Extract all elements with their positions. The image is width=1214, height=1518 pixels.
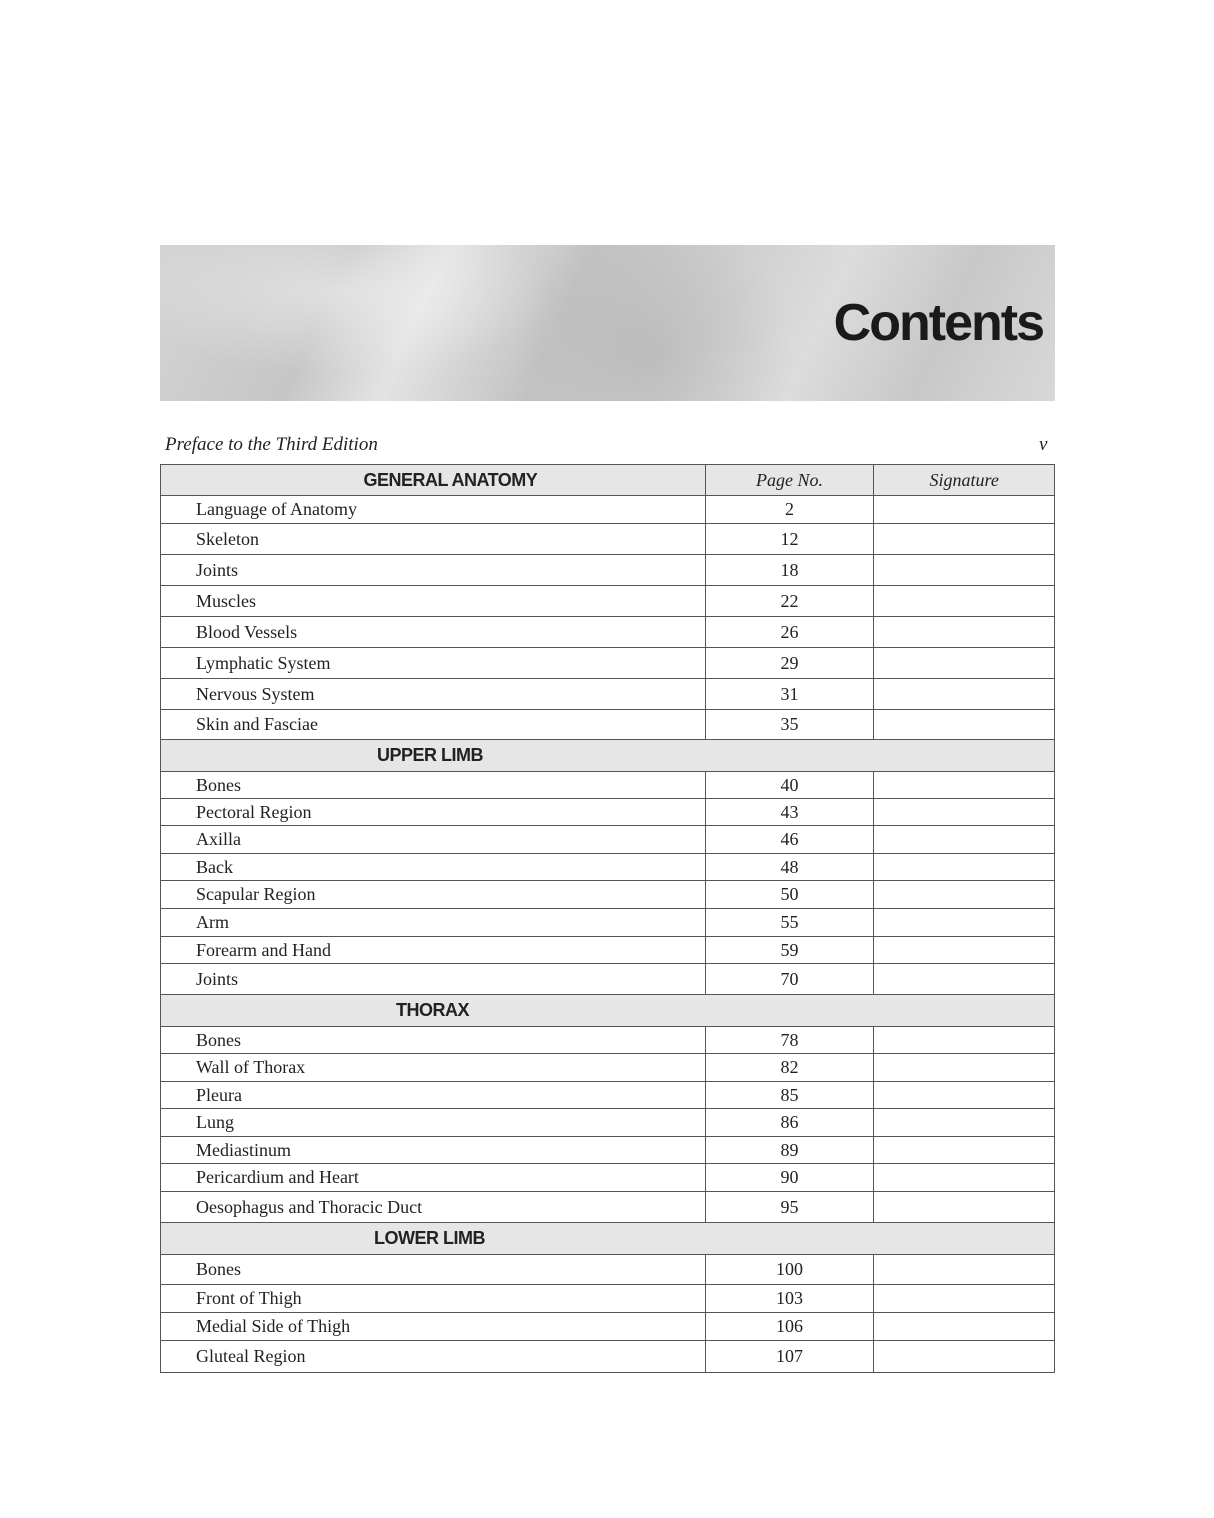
table-row: [161, 799, 1055, 826]
chapter-title[interactable]: Medial Side of Thigh: [161, 1313, 706, 1341]
page-number: 48: [705, 854, 874, 881]
signature-cell[interactable]: [874, 1082, 1055, 1109]
signature-cell[interactable]: [874, 826, 1055, 854]
page-no-header: Page No.: [705, 465, 874, 496]
section-header-row: [161, 465, 1055, 496]
table-row: [161, 772, 1055, 799]
table-row: [161, 586, 1055, 617]
page-number: 29: [705, 648, 874, 679]
chapter-title[interactable]: Arm: [161, 909, 706, 937]
signature-cell[interactable]: [874, 1054, 1055, 1082]
page-number: 90: [705, 1164, 874, 1192]
page-number: 100: [705, 1255, 874, 1285]
signature-cell[interactable]: [874, 1255, 1055, 1285]
chapter-title[interactable]: Bones: [161, 772, 706, 799]
page-number: 59: [705, 937, 874, 964]
signature-cell[interactable]: [874, 524, 1055, 555]
page-number: 26: [705, 617, 874, 648]
signature-cell[interactable]: [874, 617, 1055, 648]
chapter-title[interactable]: Blood Vessels: [161, 617, 706, 648]
table-row: [161, 679, 1055, 710]
table-row: [161, 1313, 1055, 1341]
section-title: THORAX: [161, 995, 1055, 1027]
signature-cell[interactable]: [874, 586, 1055, 617]
signature-cell[interactable]: [874, 1137, 1055, 1164]
page-number: 82: [705, 1054, 874, 1082]
preface-page-number: v: [1039, 434, 1048, 455]
table-row: [161, 909, 1055, 937]
signature-cell[interactable]: [874, 964, 1055, 995]
section-title: GENERAL ANATOMY: [161, 465, 706, 496]
table-row: [161, 964, 1055, 995]
chapter-title[interactable]: Pectoral Region: [161, 799, 706, 826]
chapter-title[interactable]: Joints: [161, 555, 706, 586]
table-row: [161, 496, 1055, 524]
chapter-title[interactable]: Mediastinum: [161, 1137, 706, 1164]
signature-cell[interactable]: [874, 937, 1055, 964]
page-number: 50: [705, 881, 874, 909]
section-title: LOWER LIMB: [161, 1223, 1055, 1255]
chapter-title[interactable]: Back: [161, 854, 706, 881]
signature-cell[interactable]: [874, 881, 1055, 909]
contents-table: [160, 464, 1055, 1373]
page-number: 35: [705, 710, 874, 740]
page-number: 18: [705, 555, 874, 586]
table-row: [161, 1137, 1055, 1164]
signature-cell[interactable]: [874, 772, 1055, 799]
section-header-row: [161, 995, 1055, 1027]
table-row: [161, 1109, 1055, 1137]
chapter-title[interactable]: Forearm and Hand: [161, 937, 706, 964]
page-number: 89: [705, 1137, 874, 1164]
page-number: 95: [705, 1192, 874, 1223]
chapter-title[interactable]: Lymphatic System: [161, 648, 706, 679]
page-title: Contents: [833, 294, 1043, 352]
signature-cell[interactable]: [874, 679, 1055, 710]
chapter-title[interactable]: Pleura: [161, 1082, 706, 1109]
signature-cell[interactable]: [874, 1341, 1055, 1373]
page-number: 78: [705, 1027, 874, 1054]
signature-cell[interactable]: [874, 710, 1055, 740]
page-number: 12: [705, 524, 874, 555]
chapter-title[interactable]: Axilla: [161, 826, 706, 854]
table-row: [161, 1082, 1055, 1109]
table-row: [161, 854, 1055, 881]
section-title: UPPER LIMB: [161, 740, 1055, 772]
page-number: 85: [705, 1082, 874, 1109]
chapter-title[interactable]: Bones: [161, 1255, 706, 1285]
table-row: [161, 710, 1055, 740]
table-row: [161, 555, 1055, 586]
table-row: [161, 1285, 1055, 1313]
signature-cell[interactable]: [874, 648, 1055, 679]
chapter-title[interactable]: Front of Thigh: [161, 1285, 706, 1313]
chapter-title[interactable]: Wall of Thorax: [161, 1054, 706, 1082]
table-row: [161, 1192, 1055, 1223]
chapter-title[interactable]: Language of Anatomy: [161, 496, 706, 524]
page-number: 103: [705, 1285, 874, 1313]
page-number: 106: [705, 1313, 874, 1341]
table-row: [161, 937, 1055, 964]
page-number: 2: [705, 496, 874, 524]
table-row: [161, 1341, 1055, 1373]
page-number: 86: [705, 1109, 874, 1137]
signature-cell[interactable]: [874, 1109, 1055, 1137]
signature-header: Signature: [874, 465, 1055, 496]
signature-cell[interactable]: [874, 1027, 1055, 1054]
table-row: [161, 617, 1055, 648]
chapter-title[interactable]: Joints: [161, 964, 706, 995]
chapter-title[interactable]: Skeleton: [161, 524, 706, 555]
table-row: [161, 826, 1055, 854]
chapter-title[interactable]: Bones: [161, 1027, 706, 1054]
signature-cell[interactable]: [874, 1164, 1055, 1192]
signature-cell[interactable]: [874, 1285, 1055, 1313]
chapter-title[interactable]: Lung: [161, 1109, 706, 1137]
table-row: [161, 881, 1055, 909]
table-row: [161, 1164, 1055, 1192]
chapter-title[interactable]: Nervous System: [161, 679, 706, 710]
page-number: 31: [705, 679, 874, 710]
table-row: [161, 524, 1055, 555]
signature-cell[interactable]: [874, 854, 1055, 881]
section-header-row: [161, 1223, 1055, 1255]
table-row: [161, 1054, 1055, 1082]
chapter-title[interactable]: Skin and Fasciae: [161, 710, 706, 740]
page-number: 43: [705, 799, 874, 826]
signature-cell[interactable]: [874, 799, 1055, 826]
page-number: 70: [705, 964, 874, 995]
chapter-title[interactable]: Scapular Region: [161, 881, 706, 909]
table-row: [161, 1255, 1055, 1285]
signature-cell[interactable]: [874, 1192, 1055, 1223]
page-number: 40: [705, 772, 874, 799]
signature-cell[interactable]: [874, 555, 1055, 586]
page-number: 22: [705, 586, 874, 617]
page-number: 55: [705, 909, 874, 937]
table-row: [161, 648, 1055, 679]
signature-cell[interactable]: [874, 909, 1055, 937]
page-number: 46: [705, 826, 874, 854]
chapter-title[interactable]: Pericardium and Heart: [161, 1164, 706, 1192]
chapter-title[interactable]: Muscles: [161, 586, 706, 617]
table-row: [161, 1027, 1055, 1054]
chapter-title[interactable]: Oesophagus and Thoracic Duct: [161, 1192, 706, 1223]
page-number: 107: [705, 1341, 874, 1373]
signature-cell[interactable]: [874, 1313, 1055, 1341]
signature-cell[interactable]: [874, 496, 1055, 524]
contents-banner: [160, 245, 1055, 401]
chapter-title[interactable]: Gluteal Region: [161, 1341, 706, 1373]
section-header-row: [161, 740, 1055, 772]
preface-entry: Preface to the Third Edition: [165, 434, 378, 455]
